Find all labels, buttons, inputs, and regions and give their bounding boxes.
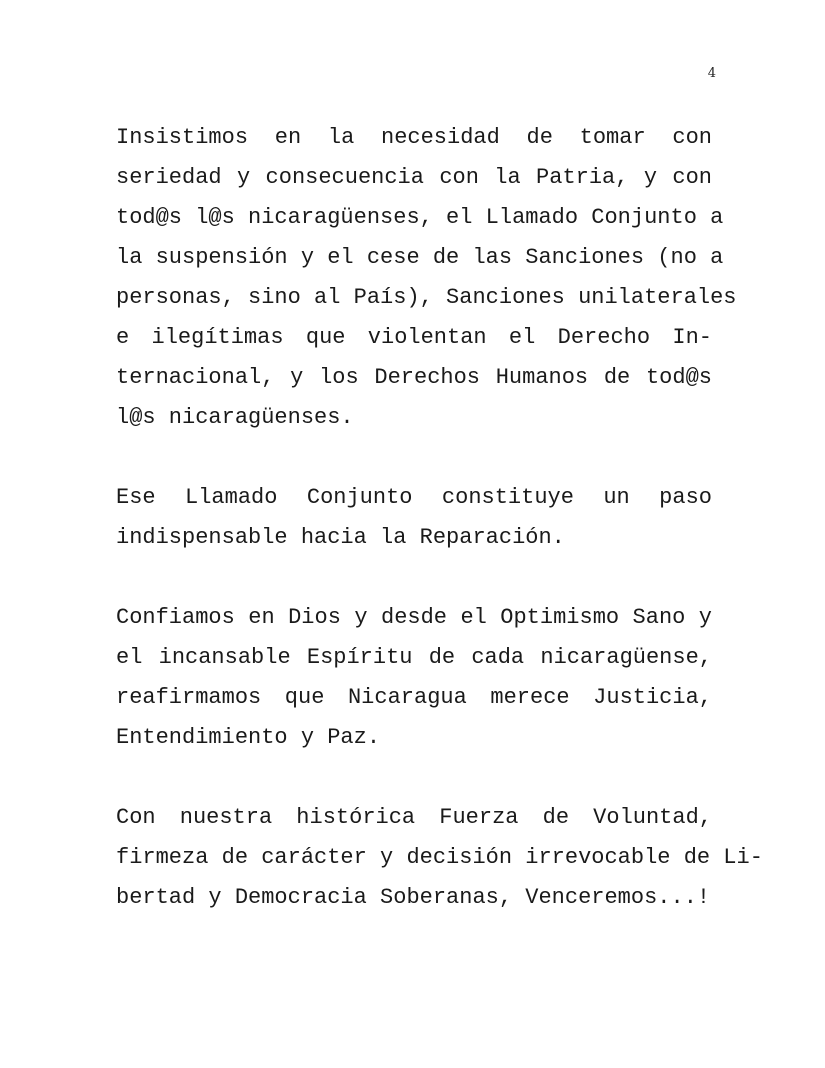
text-line: Ese Llamado Conjunto constituye un paso bbox=[116, 485, 712, 510]
text-line: Insistimos en la necesidad de tomar con bbox=[116, 125, 712, 150]
text-line: ternacional, y los Derechos Humanos de tod@s bbox=[116, 365, 712, 390]
page-number: 4 bbox=[707, 66, 716, 81]
paragraph-faith bbox=[116, 598, 712, 758]
text-line: tod@s l@s nicaragüenses, el Llamado Conjunto a bbox=[116, 205, 724, 230]
text-line: reafirmamos que Nicaragua merece Justicia, bbox=[116, 685, 712, 710]
text-line: l@s nicaragüenses. bbox=[116, 405, 354, 430]
text-line: Entendimiento y Paz. bbox=[116, 725, 381, 750]
text-line: bertad y Democracia Soberanas, Venceremos...! bbox=[116, 885, 711, 910]
text-line: e ilegítimas que violentan el Derecho In- bbox=[116, 325, 712, 350]
text-line: personas, sino al País), Sanciones unilaterales bbox=[116, 285, 737, 310]
document-body bbox=[116, 118, 763, 918]
paragraph-closing bbox=[116, 798, 763, 918]
text-line: Confiamos en Dios y desde el Optimismo Sano y bbox=[116, 605, 712, 630]
text-line: la suspensión y el cese de las Sanciones (no a bbox=[116, 245, 724, 270]
paragraph-sanctions bbox=[116, 118, 737, 438]
paragraph-gap bbox=[116, 558, 712, 598]
text-line: Con nuestra histórica Fuerza de Voluntad, bbox=[116, 805, 712, 830]
paragraph-gap bbox=[116, 758, 712, 798]
text-line: indispensable hacia la Reparación. bbox=[116, 525, 565, 550]
text-line: firmeza de carácter y decisión irrevocable de Li- bbox=[116, 845, 763, 870]
text-line: seriedad y consecuencia con la Patria, y con bbox=[116, 165, 712, 190]
text-line: el incansable Espíritu de cada nicaragüense, bbox=[116, 645, 712, 670]
paragraph-gap bbox=[116, 438, 712, 478]
paragraph-joint-call bbox=[116, 478, 712, 558]
